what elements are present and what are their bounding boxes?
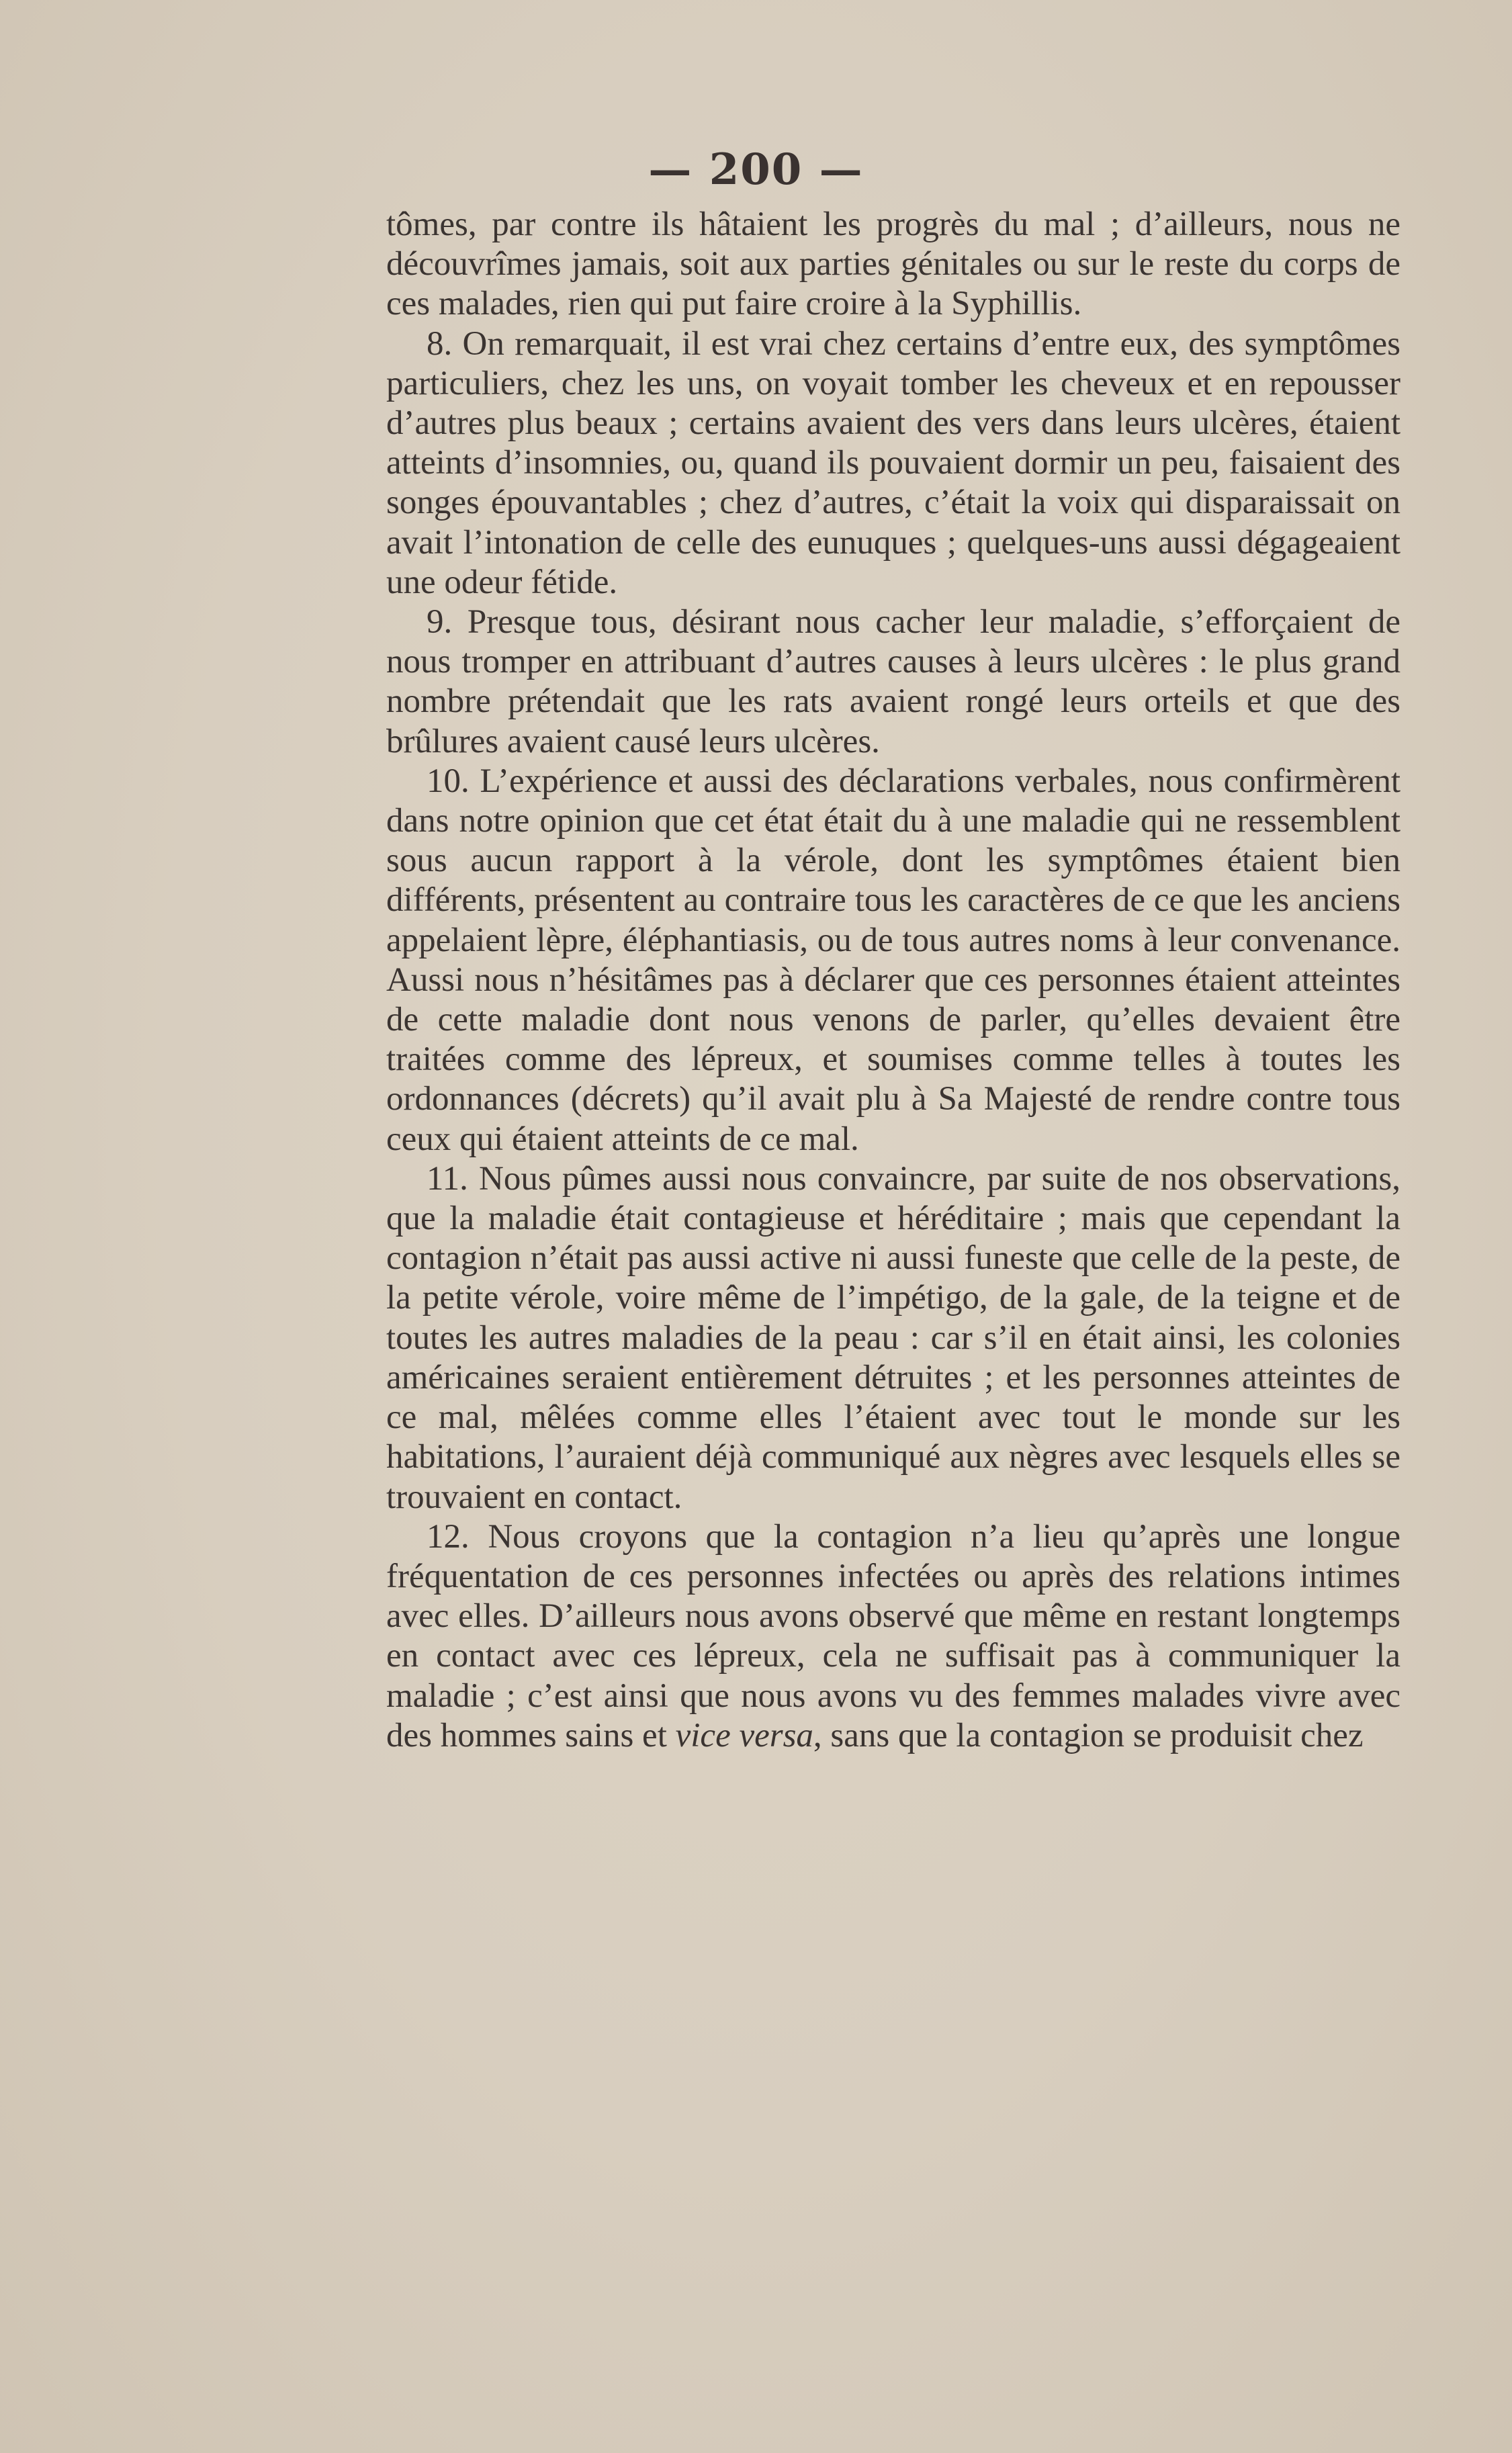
italic-phrase: vice versa [675, 1716, 813, 1754]
paragraph-10: 10. L’expérience et aussi des déclarations verbales, nous confirmèrent dans notre opinion que cet état était du à une maladie qui ne ressemblent sous aucun rapport à la vérole, dont les symptômes étaient bien différents, présentent au contraire tous les caractères de ce que les anciens appelaient lèpre, éléphantiasis, ou de tous autres noms à leur convenance. Aussi nous n’hésitâmes pas à déclarer que ces personnes étaient atteintes de cette maladie dont nous venons de parler, qu’elles devaient être traitées comme des lépreux, et soumises comme telles à toutes les ordonnances (décrets) qu’il avait plu à Sa Majesté de rendre contre tous ceux qui étaient atteints de ce mal. [386, 762, 1400, 1158]
paragraph-12-text: 12. Nous croyons que la contagion n’a lieu qu’après une longue fréquentation de ces personnes infectées ou après des relations intimes avec elles. D’ailleurs nous avons observé que même en restant longtemps en contact avec ces lépreux, cela ne suffisait pas à communiquer la maladie ; c’est ainsi que nous avons vu des femmes malades vivre avec des hommes sains et [386, 1517, 1400, 1754]
paragraph-9: 9. Presque tous, désirant nous cacher leur maladie, s’efforçaient de nous tromper en attribuant d’autres causes à leurs ulcères : le plus grand nombre prétendait que les rats avaient rongé leurs orteils et que des brûlures avaient causé leurs ulcères. [386, 603, 1400, 760]
paragraph-8: 8. On remarquait, il est vrai chez certains d’entre eux, des symptômes particuliers, chez les uns, on voyait tomber les cheveux et en repousser d’autres plus beaux ; certains avaient des vers dans leurs ulcères, étaient atteints d’insomnies, ou, quand ils pouvaient dormir un peu, faisaient des songes épouvantables ; chez d’autres, c’était la voix qui disparaissait on avait l’intonation de celle des eunuques ; quelques-uns aussi dégageaient une odeur fétide. [386, 324, 1400, 601]
paragraph-11: 11. Nous pûmes aussi nous convaincre, par suite de nos observations, que la maladie était contagieuse et héréditaire ; mais que cependant la contagion n’était pas aussi active ni aussi funeste que celle de la peste, de la petite vérole, voire même de l’impétigo, de la gale, de la teigne et de toutes les autres maladies de la peau : car s’il en était ainsi, les colonies américaines seraient entièrement détruites ; et les personnes atteintes de ce mal, mêlées comme elles l’étaient avec tout le monde sur les habitations, l’auraient déjà communiqué aux nègres avec lesquels elles se trouvaient en contact. [386, 1159, 1400, 1516]
paragraph-12-tail: , sans que la contagion se produisit chez [813, 1716, 1364, 1754]
body-text [386, 205, 1400, 1756]
paragraph-continuation: tômes, par contre ils hâtaient les progrès du mal ; d’ailleurs, nous ne découvrîmes jamais, soit aux parties génitales ou sur le reste du corps de ces malades, rien qui put faire croire à la Syphillis. [386, 206, 1400, 323]
paragraph-12 [386, 1517, 1400, 1756]
page-number: — 200 — [648, 144, 864, 195]
